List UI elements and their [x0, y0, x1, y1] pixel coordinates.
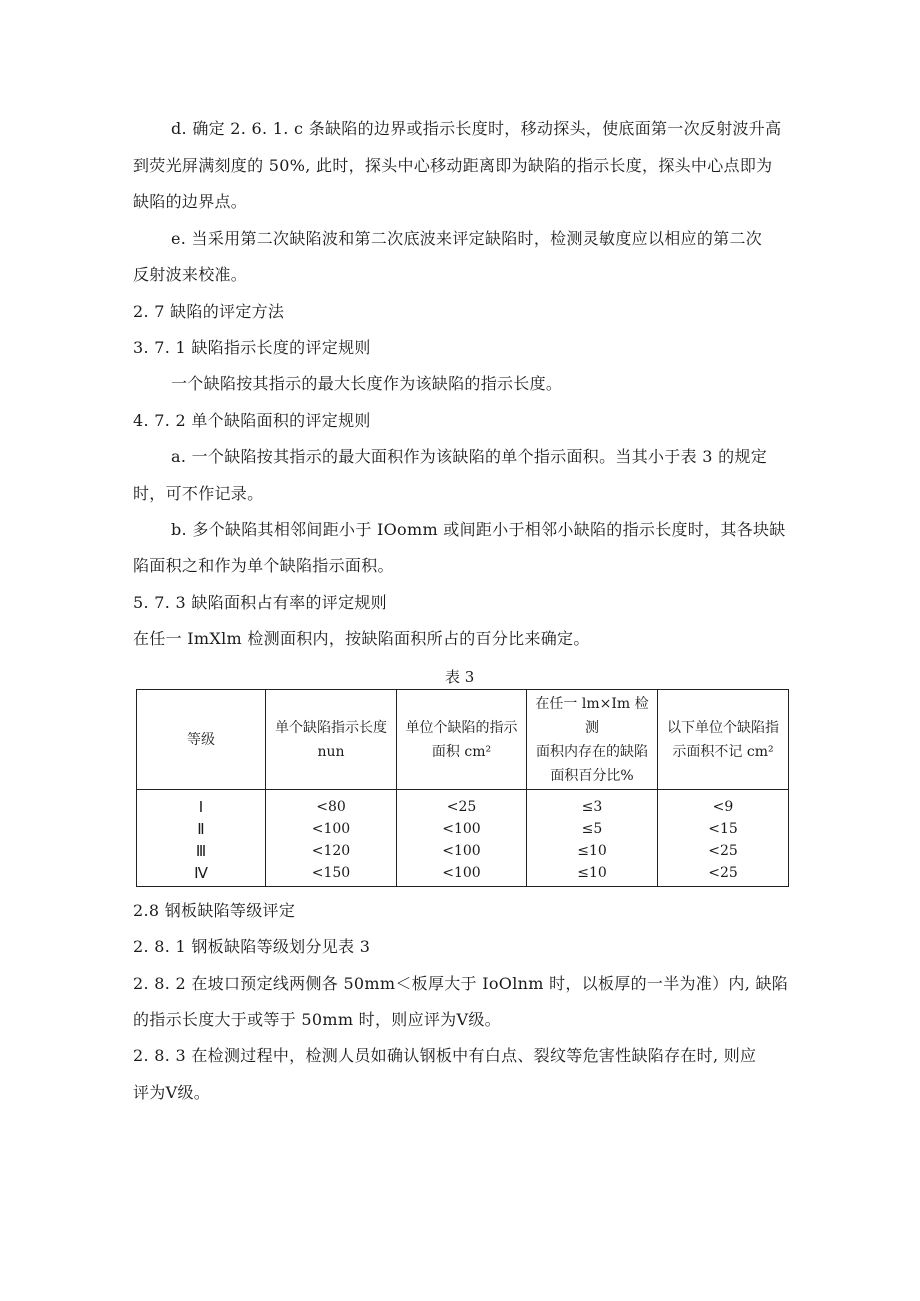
col-percent: ≤3 ≤5 ≤10 ≤10	[527, 790, 658, 887]
heading-2-8: 2.8 钢板缺陷等级评定	[133, 901, 296, 920]
para-area-ratio: 在任一 ImXlm 检测面积内，按缺陷面积所占的百分比来确定。	[133, 629, 590, 648]
heading-2-8-1: 2. 8. 1 钢板缺陷等级划分见表 3	[133, 937, 371, 956]
table-header-row	[137, 690, 789, 790]
para-a-line2: 时，可不作记录。	[133, 484, 264, 503]
para-d-line2: 到荧光屏满刻度的 50%, 此时，探头中心移动距离即为缺陷的指示长度，探头中心点即为	[133, 156, 773, 175]
header-percent: 在任一 lm×Im 检测 面积内存在的缺陷 面积百分比%	[527, 690, 658, 790]
heading-3-7-1: 3. 7. 1 缺陷指示长度的评定规则	[133, 338, 371, 357]
table-data-row	[137, 790, 789, 887]
col-area: <25 <100 <100 <100	[397, 790, 527, 887]
col-ignore-area: <9 <15 <25 <25	[658, 790, 789, 887]
para-2-8-2-line2: 的指示长度大于或等于 50mm 时，则应评为Ⅴ级。	[133, 1010, 501, 1029]
header-length: 单个缺陷指示长度 nun	[266, 690, 397, 790]
para-e-line2: 反射波来校准。	[133, 265, 248, 284]
para-2-8-3-line2: 评为Ⅴ级。	[133, 1083, 211, 1102]
heading-2-7: 2. 7 缺陷的评定方法	[133, 302, 285, 321]
para-e-line1: e. 当采用第二次缺陷波和第二次底波来评定缺陷时，检测灵敏度应以相应的第二次	[171, 229, 763, 248]
para-2-8-3-line1: 2. 8. 3 在检测过程中，检测人员如确认钢板中有白点、裂纹等危害性缺陷存在时, 则应	[133, 1046, 757, 1065]
heading-5-7-3: 5. 7. 3 缺陷面积占有率的评定规则	[133, 593, 387, 612]
table-caption: 表 3	[445, 668, 475, 686]
header-grade: 等级	[137, 690, 266, 790]
header-area: 单位个缺陷的指示 面积 cm²	[397, 690, 527, 790]
para-b-line1: b. 多个缺陷其相邻间距小于 IOomm 或间距小于相邻小缺陷的指示长度时，其各块缺	[171, 520, 786, 539]
header-ignore-area: 以下单位个缺陷指 示面积不记 cm²	[658, 690, 789, 790]
col-grades: Ⅰ Ⅱ Ⅲ Ⅳ	[137, 790, 266, 887]
col-length: <80 <100 <120 <150	[266, 790, 397, 887]
defect-grade-table	[136, 689, 789, 887]
para-length-rule: 一个缺陷按其指示的最大长度作为该缺陷的指示长度。	[171, 374, 563, 393]
para-d-line3: 缺陷的边界点。	[133, 192, 248, 211]
para-d-line1: d. 确定 2. 6. 1. c 条缺陷的边界或指示长度时，移动探头，使底面第一次反射波升高	[171, 119, 782, 138]
para-a-line1: a. 一个缺陷按其指示的最大面积作为该缺陷的单个指示面积。当其小于表 3 的规定	[171, 447, 768, 466]
para-b-line2: 陷面积之和作为单个缺陷指示面积。	[133, 556, 394, 575]
heading-4-7-2: 4. 7. 2 单个缺陷面积的评定规则	[133, 411, 371, 430]
para-2-8-2-line1: 2. 8. 2 在坡口预定线两侧各 50mm＜板厚大于 IoOlnm 时，以板厚的一半为准）内, 缺陷	[133, 974, 789, 993]
